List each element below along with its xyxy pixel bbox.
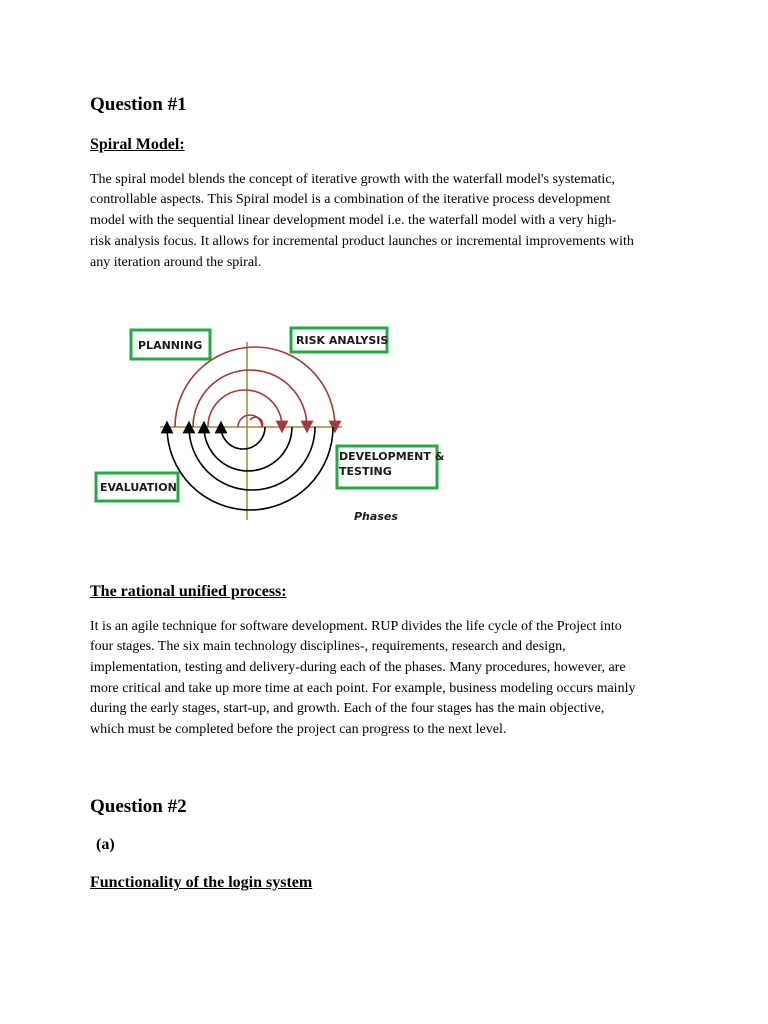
spiral-model-title: Spiral Model: — [90, 136, 185, 153]
question-1-heading: Question #1 — [90, 94, 187, 115]
paragraph-line: more critical and take up more time at each point. For example, business modeling occurs mainly — [90, 681, 636, 696]
paragraph-line: It is an agile technique for software development. RUP divides the life cycle of the Project into — [90, 619, 622, 634]
rup-title: The rational unified process: — [90, 583, 287, 600]
spiral-lower-arc — [189, 427, 315, 490]
question-2-heading: Question #2 — [90, 796, 187, 817]
testing-label: TESTING — [339, 465, 392, 478]
paragraph-line: The spiral model blends the concept of iterative growth with the waterfall model's systematic, — [90, 172, 616, 187]
paragraph-line: any iteration around the spiral. — [90, 255, 262, 270]
paragraph-line: model with the sequential linear development model i.e. the waterfall model with a very high- — [90, 213, 617, 228]
part-a-label: (a) — [96, 836, 115, 853]
paragraph-line: controllable aspects. This Spiral model is a combination of the iterative process development — [90, 192, 611, 207]
spiral-lower-arcs — [167, 427, 333, 510]
risk-analysis-label: RISK ANALYSIS — [296, 334, 389, 347]
spiral-lower-arc — [167, 427, 333, 510]
spiral-lower-arc — [221, 427, 265, 449]
development-label: DEVELOPMENT & — [339, 450, 445, 463]
spiral-upper-arc — [193, 370, 307, 427]
paragraph-line: risk analysis focus. It allows for incremental product launches or incremental improvements with — [90, 234, 634, 249]
evaluation-label: EVALUATION — [100, 481, 177, 494]
phases-label: Phases — [354, 510, 398, 523]
spiral-model-diagram — [90, 320, 450, 530]
login-functionality-title: Functionality of the login system — [90, 874, 313, 891]
spiral-upper-arc — [238, 415, 262, 427]
planning-label: PLANNING — [138, 339, 203, 352]
paragraph-line: during the early stages, start-up, and growth. Each of the four stages has the main objective, — [90, 701, 605, 716]
paragraph-line: four stages. The six main technology disciplines-, requirements, research and design, — [90, 639, 566, 654]
paragraph-line: implementation, testing and delivery-during each of the phases. Many procedures, however, are — [90, 660, 626, 675]
spiral-upper-arc — [208, 390, 282, 427]
paragraph-line: which must be completed before the project can progress to the next level. — [90, 722, 507, 737]
